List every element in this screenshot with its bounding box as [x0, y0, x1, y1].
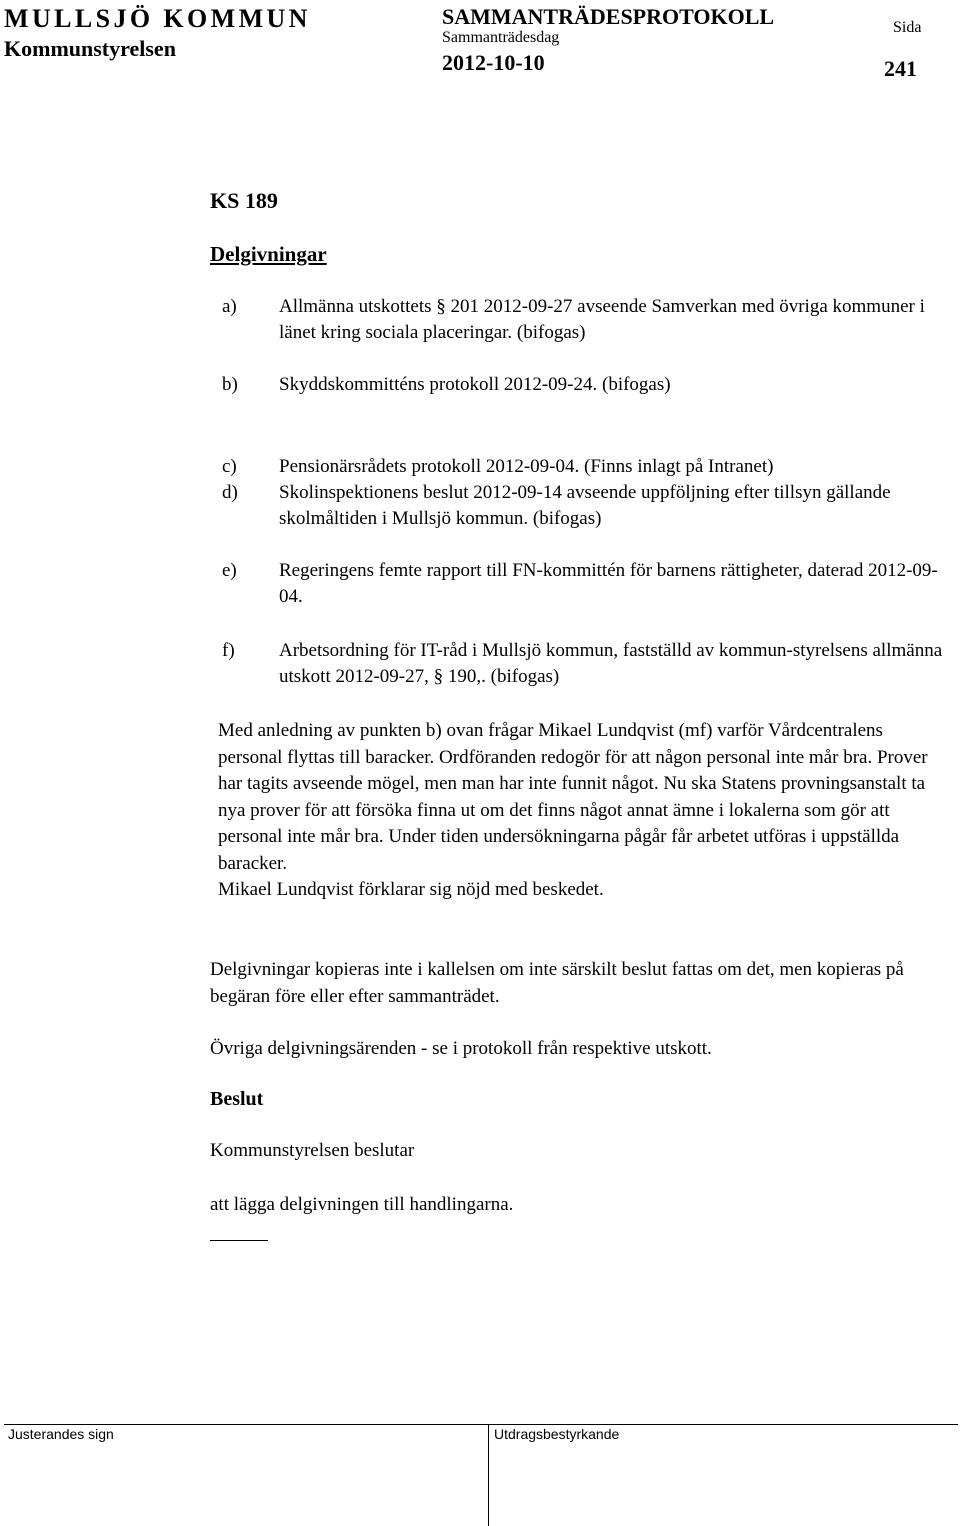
page-number: 241: [884, 56, 917, 81]
list-item-a: [222, 294, 950, 346]
board-name: Kommunstyrelsen: [4, 36, 176, 61]
list-item-d: [222, 480, 950, 532]
other-notifications-paragraph: Övriga delgivningsärenden - se i protokoll från respektive utskott.: [210, 1038, 712, 1059]
list-item-text: Pensionärsrådets protokoll 2012-09-04. (Finns inlagt på Intranet): [279, 456, 774, 477]
page-label: Sida: [893, 19, 922, 36]
list-item-label: b): [222, 374, 238, 395]
list-item-text: Allmänna utskottets § 201 2012-09-27 avseende Samverkan med övriga kommuner i länet kring sociala placeringar. (bifogas): [279, 296, 925, 343]
list-item-label: d): [222, 482, 238, 503]
list-item-text: Arbetsordning för IT-råd i Mullsjö kommun, fastställd av kommun-styrelsens allmänna utskott 2012-09-27, § 190,. (bifogas): [279, 640, 943, 687]
list-item-e: [222, 558, 950, 610]
list-item-c: [222, 454, 950, 480]
discussion-conclusion: Mikael Lundqvist förklarar sig nöjd med beskedet.: [218, 879, 604, 900]
footer-divider: [488, 1424, 489, 1526]
copy-rule-paragraph: Delgivningar kopieras inte i kallelsen om inte särskilt beslut fattas om det, men kopieras på begäran före eller efter sammanträdet.: [210, 959, 904, 1007]
discussion-note: [218, 718, 948, 904]
decision-text: att lägga delgivningen till handlingarna.: [210, 1194, 514, 1215]
footer-certify-label: Utdragsbestyrkande: [494, 1426, 620, 1442]
list-item-label: c): [222, 456, 237, 477]
list-item-b: [222, 372, 950, 398]
list-item-text: Skolinspektionens beslut 2012-09-14 avseende uppföljning efter tillsyn gällande skolmåltiden i Mullsjö kommun. (bifogas): [279, 482, 891, 529]
decision-lead: Kommunstyrelsen beslutar: [210, 1140, 415, 1161]
case-number: KS 189: [210, 188, 278, 213]
section-title: Delgivningar: [210, 242, 327, 266]
document-type: SAMMANTRÄDESPROTOKOLL: [442, 4, 775, 29]
list-item-label: f): [222, 640, 235, 661]
discussion-text: Med anledning av punkten b) ovan frågar Mikael Lundqvist (mf) varför Vårdcentralens personal flyttas till baracker. Ordföranden redogör för att någon personal inte mår bra. Prover har tagits avseende mögel, men man har inte funnit något. Nu ska Statens provningsanstalt ta nya prover för att försöka finna ut om det finns något annat ämne i lokalerna som gör att personal inte mår bra. Under tiden undersökningarna pågår får arbetet utföras i uppställda baracker.: [218, 720, 928, 874]
list-item-f: [222, 638, 950, 690]
end-rule: [210, 1240, 268, 1241]
list-item-text: Regeringens femte rapport till FN-kommittén för barnens rättigheter, daterad 2012-09-04.: [279, 560, 938, 607]
meeting-date: 2012-10-10: [442, 50, 545, 75]
meeting-date-label: Sammanträdesdag: [442, 29, 560, 46]
list-item-label: a): [222, 296, 237, 317]
list-item-text: Skyddskommitténs protokoll 2012-09-24. (bifogas): [279, 374, 671, 395]
municipality-name: MULLSJÖ KOMMUN: [4, 4, 311, 33]
decision-heading: Beslut: [210, 1088, 264, 1110]
footer-rule: [4, 1424, 958, 1425]
footer-sign-label: Justerandes sign: [8, 1426, 114, 1442]
list-item-label: e): [222, 560, 237, 581]
